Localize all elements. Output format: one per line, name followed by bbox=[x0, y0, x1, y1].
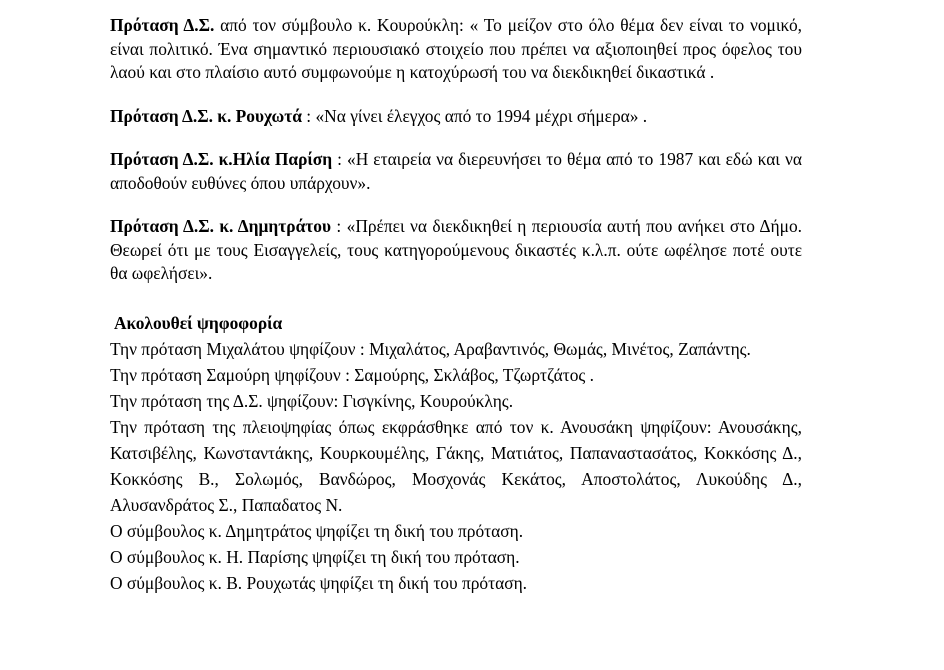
vote-line: Ο σύμβουλος κ. Δημητράτος ψηφίζει τη δική του πρόταση. bbox=[110, 520, 524, 541]
proposal-text: : «Να γίνει έλεγχος από το 1994 μέχρι σήμερα» . bbox=[301, 105, 648, 126]
proposal-label: Πρόταση Δ.Σ. bbox=[110, 15, 215, 35]
proposal-text: από τον σύμβουλο κ. Κουρούκλη: « Το μείζον στο όλο θέμα δεν είναι το νομικό, είναι πολιτικό. Ένα σημαντικό περιουσιακό στοιχείο που πρέπει να αξιοποιηθεί προς όφελος του λαού και στο πλαίσιο αυτό συμφωνούμε η κατοχύρωσή του να διεκδικηθεί δικαστικά . bbox=[110, 15, 802, 82]
proposal-dimitratou bbox=[110, 215, 802, 286]
proposal-rouchota bbox=[110, 105, 802, 129]
proposal-text: : «Η εταιρεία να διερευνήσει το θέμα από το 1987 και εδώ και να αποδοθούν ευθύνες όπου υπάρχουν». bbox=[110, 149, 802, 193]
proposal-text: : «Πρέπει να διεκδικηθεί η περιουσία αυτή που ανήκει στο Δήμο. Θεωρεί ότι με τους Εισαγγελείς, τους κατηγορούμενους δικαστές κ.λ.π. ούτε ωφέλησε ποτέ ουτε θα ωφελήσει». bbox=[110, 216, 802, 283]
vote-line: Την πρόταση της πλειοψηφίας όπως εκφράσθηκε από τον κ. Ανουσάκη ψηφίζουν: Ανουσάκης, Κατσιβέλης, Κωνσταντάκης, Κουρκουμέλης, Γάκης, Ματιάτος, Παπαναστασάτος, Κοκκόσης Δ., Κοκκόσης Β., Σολωμός, Βανδώρος, Μοσχονάς Κεκάτος, Αποστολάτος, Λυκούδης Δ., Αλυσανδράτος Σ., Παπαδατος Ν. bbox=[110, 416, 802, 515]
vote-line: Την πρόταση Σαμούρη ψηφίζουν : Σαμούρης, Σκλάβος, Τζωρτζάτος . bbox=[110, 364, 594, 385]
vote-line: Ο σύμβουλος κ. Η. Παρίσης ψηφίζει τη δική του πρόταση. bbox=[110, 546, 520, 567]
document-page bbox=[110, 14, 802, 596]
proposal-label: Πρόταση Δ.Σ. κ.Ηλία Παρίση bbox=[110, 149, 333, 169]
voting-heading: Ακολουθεί ψηφοφορία bbox=[114, 312, 283, 333]
proposal-label: Πρόταση Δ.Σ. κ. Δημητράτου bbox=[110, 216, 332, 236]
voting-section bbox=[110, 310, 802, 596]
vote-line: Την πρόταση της Δ.Σ. ψηφίζουν: Γισγκίνης, Κουρούκλης. bbox=[110, 390, 514, 411]
proposal-label: Πρόταση Δ.Σ. κ. Ρουχωτά bbox=[110, 105, 302, 126]
proposal-parisi bbox=[110, 148, 802, 195]
vote-line: Την πρόταση Μιχαλάτου ψηφίζουν : Μιχαλάτος, Αραβαντινός, Θωμάς, Μινέτος, Ζαπάντης. bbox=[110, 338, 751, 359]
vote-line: Ο σύμβουλος κ. Β. Ρουχωτάς ψηφίζει τη δική του πρόταση. bbox=[110, 572, 528, 593]
proposal-kouroukli bbox=[110, 14, 802, 85]
